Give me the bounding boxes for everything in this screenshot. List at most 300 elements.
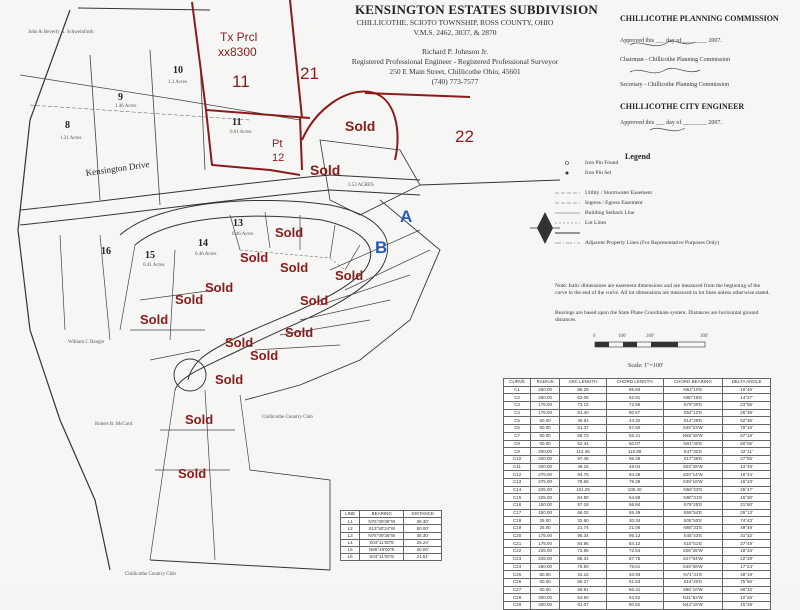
table-cell: 64.80 (560, 494, 607, 502)
table-cell: 25.00 (531, 517, 560, 525)
legend-item: Iron Pin Found (585, 160, 619, 166)
legend-heading: Legend (625, 152, 651, 161)
table-cell: 42.16 (560, 571, 607, 579)
table-cell: 59.81 (560, 586, 607, 594)
table-cell: 80.67 (606, 409, 663, 417)
table-cell: 85.83 (606, 386, 663, 394)
table-cell: 78.39 (606, 478, 663, 486)
table-cell: 27°55' (723, 455, 771, 463)
table-cell: 72.59 (606, 402, 663, 410)
table-cell: 78.66 (560, 478, 607, 486)
table-cell: 57.18 (560, 502, 607, 510)
line-row (341, 539, 442, 546)
table-header: ARC LENGTH (560, 379, 607, 387)
engineer-approval: Approved this ___ day of ________ 2007. (620, 120, 722, 126)
table-cell: S20°14'W (663, 471, 723, 479)
table-cell: 100.40 (606, 486, 663, 494)
reserve-acres: 3.53 ACRES (348, 183, 374, 188)
table-cell: N71°41'E (663, 571, 723, 579)
table-cell: 175.00 (531, 532, 560, 540)
table-cell: C5 (504, 417, 531, 425)
sold-label: Sold (185, 412, 214, 427)
area-11-label: 11 (232, 72, 250, 91)
curve-row (504, 601, 771, 609)
curve-row (504, 440, 771, 448)
table-cell: 50.00 (531, 425, 560, 433)
table-cell: 25.00 (531, 525, 560, 533)
table-cell: 21.51' (404, 554, 442, 561)
sold-label: Sold (275, 225, 304, 240)
table-cell: 300.00 (531, 601, 560, 609)
legend-item: Utility / Stormwater Easement (585, 190, 653, 196)
table-cell: 66.02 (560, 509, 607, 517)
sold-label: Sold (178, 466, 207, 481)
pt-label: Pt (272, 138, 283, 150)
line-table (340, 510, 442, 561)
scale-tick: 0 (593, 334, 596, 339)
table-cell: 21.06 (606, 525, 663, 533)
table-cell: C7 (504, 432, 531, 440)
table-cell: 49°49' (723, 525, 771, 533)
table-cell: S27°04'W (663, 555, 723, 563)
table-cell: 13°48' (723, 463, 771, 471)
table-cell: 72.54 (606, 548, 663, 556)
table-cell: C4 (504, 409, 531, 417)
table-cell: N68°33'E (663, 525, 723, 533)
table-cell: 25.24' (404, 539, 442, 546)
table-cell: 25°47' (723, 486, 771, 494)
table-cell: C11 (504, 463, 531, 471)
table-cell: 200.00 (531, 463, 560, 471)
table-cell: C27 (504, 586, 531, 594)
table-cell: 18°33' (723, 548, 771, 556)
table-cell: 40.93 (606, 571, 663, 579)
table-cell: 50.07 (606, 440, 663, 448)
table-cell: 68°32' (723, 586, 771, 594)
table-cell: 64.58 (606, 494, 663, 502)
table-cell: C13 (504, 478, 531, 486)
table-cell: 48.16 (560, 463, 607, 471)
table-cell: C18 (504, 517, 531, 525)
table-header: CURVE (504, 379, 531, 387)
table-cell: N76°09'36"W (360, 532, 404, 539)
table-cell: 175.00 (531, 409, 560, 417)
table-cell: C12 (504, 471, 531, 479)
table-cell: 52.44 (560, 440, 607, 448)
table-cell: 56.84 (606, 502, 663, 510)
curve-table (503, 378, 771, 610)
table-cell: 67°18' (723, 432, 771, 440)
table-cell: C8 (504, 440, 531, 448)
table-cell: 23°56' (723, 402, 771, 410)
table-cell: 50.00 (531, 578, 560, 586)
table-cell: N65°18'W (663, 432, 723, 440)
table-cell: 275.00 (531, 478, 560, 486)
table-cell: 45.91 (560, 417, 607, 425)
neighbor-label: Chillicothe Country Club (262, 415, 313, 420)
lot-number: 8 (65, 120, 70, 131)
neighbor-label: Robert B. McCord (95, 422, 133, 427)
table-cell: 14°27' (723, 394, 771, 402)
table-cell: 21.74 (560, 525, 607, 533)
lot-number: 14 (198, 238, 208, 249)
table-cell: 225.00 (531, 486, 560, 494)
table-cell: 250.00 (531, 394, 560, 402)
table-cell: C19 (504, 525, 531, 533)
table-header: DISTANCE (404, 511, 442, 518)
table-cell: 70°19' (723, 425, 771, 433)
table-cell: 32°11' (723, 448, 771, 456)
table-cell: 74°43' (723, 517, 771, 525)
curve-row (504, 548, 771, 556)
table-cell: 55.41 (606, 432, 663, 440)
table-cell: N85°49'00"E (360, 546, 404, 553)
table-cell: 52°36' (723, 417, 771, 425)
sold-label-reserve-south: Sold (310, 162, 341, 178)
lot-number: 10 (173, 65, 183, 76)
curve-row (504, 394, 771, 402)
table-cell: 94.75 (560, 471, 607, 479)
table-cell: 17°24' (723, 563, 771, 571)
table-header: LINE (341, 511, 360, 518)
lot-number: 15 (145, 250, 155, 261)
table-cell: 75°56' (723, 578, 771, 586)
tax-parcel-label: Tx Prcl (220, 30, 258, 44)
table-cell: C15 (504, 494, 531, 502)
table-cell: 26°39' (723, 409, 771, 417)
scale-tick: 300' (700, 334, 709, 339)
table-cell: S46°58'W (663, 563, 723, 571)
table-cell: 84.95 (560, 540, 607, 548)
table-cell: 175.00 (531, 540, 560, 548)
legend-item: Iron Pin Set (585, 170, 612, 176)
table-cell: 54.60 (560, 594, 607, 602)
table-cell: S15°51'E (663, 540, 723, 548)
table-cell: 50.00' (404, 525, 442, 532)
curve-row (504, 578, 771, 586)
table-cell: 58.73 (560, 432, 607, 440)
legend-item: Ingress / Egress Easement (585, 200, 643, 206)
scale-label: Scale: 1"=100' (628, 363, 664, 369)
note-dimensions: Note: Italic dimensions are easement dimensions and are measured from the beginning of the curve to the end of the curve. All lot dimensions are measured to lot lines unless otherwise stated. (555, 283, 770, 296)
lot-acres: 1.31 Acres (60, 136, 82, 141)
marker-a: A (400, 207, 413, 226)
curve-row (504, 471, 771, 479)
curve-row (504, 586, 771, 594)
table-cell: S79°25'E (663, 502, 723, 510)
table-cell: 300.00 (531, 594, 560, 602)
table-cell: C2 (504, 394, 531, 402)
table-cell: 88.31 (560, 555, 607, 563)
table-cell: 32.60 (560, 517, 607, 525)
table-cell: S14°29'E (663, 417, 723, 425)
table-cell: 48.04 (606, 463, 663, 471)
table-cell: 72.86 (560, 548, 607, 556)
lot-acres: 1.3 Acres (168, 80, 187, 85)
table-cell: 66.27 (560, 578, 607, 586)
lot-number: 13 (233, 218, 243, 229)
table-cell: 81.07 (560, 601, 607, 609)
curve-row (504, 478, 771, 486)
table-cell: S45°43'E (663, 532, 723, 540)
table-cell: 22°29' (723, 555, 771, 563)
plat-location: CHILLICOTHE, SCIOTO TOWNSHIP, ROSS COUNTY, OHIO (356, 18, 554, 27)
table-cell: 65.49 (606, 509, 663, 517)
table-cell: 62.91 (606, 394, 663, 402)
table-cell: 50.00 (531, 586, 560, 594)
table-cell: 60°05' (723, 440, 771, 448)
pt-number: 12 (272, 152, 285, 164)
engineer-name: Richard P. Johnson Jr. (421, 47, 489, 56)
table-cell: C3 (504, 402, 531, 410)
table-cell: 44.32 (606, 417, 663, 425)
neighbor-label: Chillicothe Country Club (125, 572, 176, 577)
curve-row (504, 448, 771, 456)
table-cell: C16 (504, 502, 531, 510)
table-cell: 50.00 (531, 417, 560, 425)
table-cell: 96.34 (560, 532, 607, 540)
table-cell: S86°10'W (663, 586, 723, 594)
lot-acres: 0.41 Acres (143, 263, 165, 268)
line-row (341, 532, 442, 539)
table-cell: S13°50'24"W (360, 525, 404, 532)
curve-row (504, 540, 771, 548)
lot-acres: 0.46 Acres (195, 252, 217, 257)
table-cell: 110.89 (606, 448, 663, 456)
curve-row (504, 571, 771, 579)
curve-row (504, 417, 771, 425)
table-cell: S04°11'00"E (360, 539, 404, 546)
sold-label: Sold (335, 268, 364, 283)
table-cell: L1 (341, 518, 360, 525)
curve-row (504, 502, 771, 510)
table-cell: L5 (341, 546, 360, 553)
table-cell: S79°30'E (663, 402, 723, 410)
table-cell: 61.53 (606, 578, 663, 586)
plat-title: KENSINGTON ESTATES SUBDIVISION (355, 2, 598, 17)
plat-vms: V.M.S. 2462, 3037, & 2870 (413, 28, 497, 37)
table-cell: 96.49 (606, 455, 663, 463)
note-bearings: Bearings are based upon the State Plane Coordinate system. Distances are horizontal ground distances. (555, 310, 759, 323)
sold-label: Sold (175, 292, 204, 307)
curve-row (504, 425, 771, 433)
sold-label: Sold (280, 260, 309, 275)
sold-label: Sold (300, 293, 329, 308)
table-cell: 97.45 (560, 455, 607, 463)
engineer-phone: (740) 773-7577 (431, 77, 479, 86)
table-cell: N01°40'E (663, 440, 723, 448)
table-cell: C6 (504, 425, 531, 433)
commission-approval: Approved this ___ day of ________ 2007. (620, 38, 722, 44)
area-21-label: 21 (300, 64, 319, 83)
table-cell: 15°29' (723, 601, 771, 609)
table-cell: S14°20'E (663, 578, 723, 586)
table-cell: S55°54'E (663, 509, 723, 517)
table-cell: C23 (504, 555, 531, 563)
table-header: CHORD BEARING (663, 379, 723, 387)
engineer-heading: CHILLICOTHE CITY ENGINEER (620, 102, 745, 111)
table-cell: 20.00' (404, 546, 442, 553)
line-row (341, 518, 442, 525)
table-cell: C20 (504, 532, 531, 540)
table-cell: 50.00 (531, 432, 560, 440)
table-cell: 94.29 (606, 471, 663, 479)
table-cell: C24 (504, 563, 531, 571)
table-cell: 150.00 (531, 502, 560, 510)
table-cell: S06°28'W (663, 548, 723, 556)
curve-row (504, 594, 771, 602)
legend-item: Lot Lines (585, 220, 607, 226)
table-cell: 10°26' (723, 594, 771, 602)
table-cell: C25 (504, 571, 531, 579)
table-cell: C29 (504, 601, 531, 609)
table-cell: 16°30' (723, 494, 771, 502)
table-cell: 31°32' (723, 532, 771, 540)
table-cell: N63°10'E (663, 386, 723, 394)
table-cell: 50.00 (531, 440, 560, 448)
lot-acres: 0.46 Acres (232, 232, 254, 237)
table-header: RADIUS (531, 379, 560, 387)
commission-heading: CHILLICOTHE PLANNING COMMISSION (620, 14, 779, 23)
secretary-line: Secretary - Chillicothe Planning Commission (620, 82, 729, 88)
table-cell: C10 (504, 455, 531, 463)
table-cell: 57.60 (606, 425, 663, 433)
curve-row (504, 563, 771, 571)
curve-row (504, 409, 771, 417)
table-cell: S04°11'00"E (360, 554, 404, 561)
table-cell: L2 (341, 525, 360, 532)
lot-number: 9 (118, 92, 123, 103)
table-cell: 250.00 (531, 563, 560, 571)
table-cell: 200.00 (531, 448, 560, 456)
table-cell: S17°36'E (663, 455, 723, 463)
curve-row (504, 517, 771, 525)
table-cell: L3 (341, 532, 360, 539)
table-header: DELTA ANGLE (723, 379, 771, 387)
table-cell: 275.00 (531, 471, 560, 479)
curve-row (504, 463, 771, 471)
table-cell: 73.12 (560, 402, 607, 410)
table-cell: 225.00 (531, 494, 560, 502)
table-cell: 25°13' (723, 509, 771, 517)
lot-acres: 1.46 Acres (115, 104, 137, 109)
lot-number: 11 (232, 117, 242, 128)
engineer-address: 250 E Main Street, Chillicothe Ohio, 45601 (389, 67, 521, 76)
table-cell: N31°52'W (663, 594, 723, 602)
table-cell: 80.82 (606, 601, 663, 609)
line-row (341, 546, 442, 553)
table-cell: 200.00 (531, 455, 560, 463)
curve-row (504, 532, 771, 540)
marker-b: B (375, 238, 388, 257)
chairman-line: Chairman - Chillicothe Planning Commission (620, 57, 730, 63)
table-cell: N59°22'E (663, 486, 723, 494)
table-cell: C9 (504, 448, 531, 456)
table-cell: 101.25 (560, 486, 607, 494)
curve-row (504, 494, 771, 502)
table-cell: C21 (504, 540, 531, 548)
table-cell: 48°19' (723, 571, 771, 579)
table-cell: C17 (504, 509, 531, 517)
engineer-title: Registered Professional Engineer - Registered Professional Surveyor (351, 57, 559, 66)
table-cell: 16°23' (723, 478, 771, 486)
table-cell: 225.00 (531, 555, 560, 563)
line-row (341, 525, 442, 532)
table-cell: C14 (504, 486, 531, 494)
table-cell: N80°18'E (663, 394, 723, 402)
table-cell: C26 (504, 578, 531, 586)
legend-item: Building Setback Line (585, 210, 635, 216)
table-cell: L4 (341, 539, 360, 546)
table-cell: C22 (504, 548, 531, 556)
table-cell: 19°46' (723, 386, 771, 394)
table-cell: 75.61 (606, 563, 663, 571)
sold-label: Sold (205, 280, 234, 295)
sold-label: Sold (285, 325, 314, 340)
curve-row (504, 486, 771, 494)
table-cell: 21°50' (723, 502, 771, 510)
table-cell: 63.08 (560, 394, 607, 402)
area-22-label: 22 (455, 127, 474, 146)
table-cell: S46°23'W (663, 425, 723, 433)
sold-label: Sold (225, 335, 254, 350)
table-cell: S03°28'W (663, 463, 723, 471)
table-cell: N44°19'W (663, 601, 723, 609)
curve-row (504, 402, 771, 410)
sold-label: Sold (140, 312, 169, 327)
table-cell: S47°32'E (663, 448, 723, 456)
curve-row (504, 432, 771, 440)
table-cell: 150.00 (531, 509, 560, 517)
legend-item: Adjacent Property Lines (For Representative Purposes Only) (585, 240, 720, 246)
table-cell: L6 (341, 554, 360, 561)
sold-label: Sold (240, 250, 269, 265)
table-cell: S05°50'E (663, 517, 723, 525)
table-cell: 61.37 (560, 425, 607, 433)
table-cell: 27°49' (723, 540, 771, 548)
table-cell: 250.00 (531, 386, 560, 394)
sold-label: Sold (250, 348, 279, 363)
street-name: Kensington Drive (85, 159, 151, 178)
sold-label-reserve: Sold (345, 118, 376, 134)
table-cell: C28 (504, 594, 531, 602)
table-cell: 84.12 (606, 540, 663, 548)
table-header: CHORD LENGTH (606, 379, 663, 387)
table-cell: 112.36 (560, 448, 607, 456)
table-cell: 50.00 (531, 571, 560, 579)
curve-row (504, 555, 771, 563)
table-cell: 81.40 (560, 409, 607, 417)
curve-row (504, 525, 771, 533)
table-cell: 95.13 (606, 532, 663, 540)
table-cell: N80°31'E (663, 494, 723, 502)
sold-label: Sold (215, 372, 244, 387)
table-cell: 19°44' (723, 471, 771, 479)
table-cell: S54°12'E (663, 409, 723, 417)
table-cell: 36.30' (404, 518, 442, 525)
scale-tick: 100' (618, 334, 627, 339)
table-cell: 225.00 (531, 548, 560, 556)
scale-tick: 200' (646, 334, 655, 339)
curve-row (504, 386, 771, 394)
table-cell: 87.75 (606, 555, 663, 563)
table-cell: 54.52 (606, 594, 663, 602)
table-cell: N76°09'36"W (360, 518, 404, 525)
curve-row (504, 455, 771, 463)
table-cell: 36.30' (404, 532, 442, 539)
table-cell: 75.90 (560, 563, 607, 571)
tax-parcel-number: xx8300 (218, 45, 257, 59)
